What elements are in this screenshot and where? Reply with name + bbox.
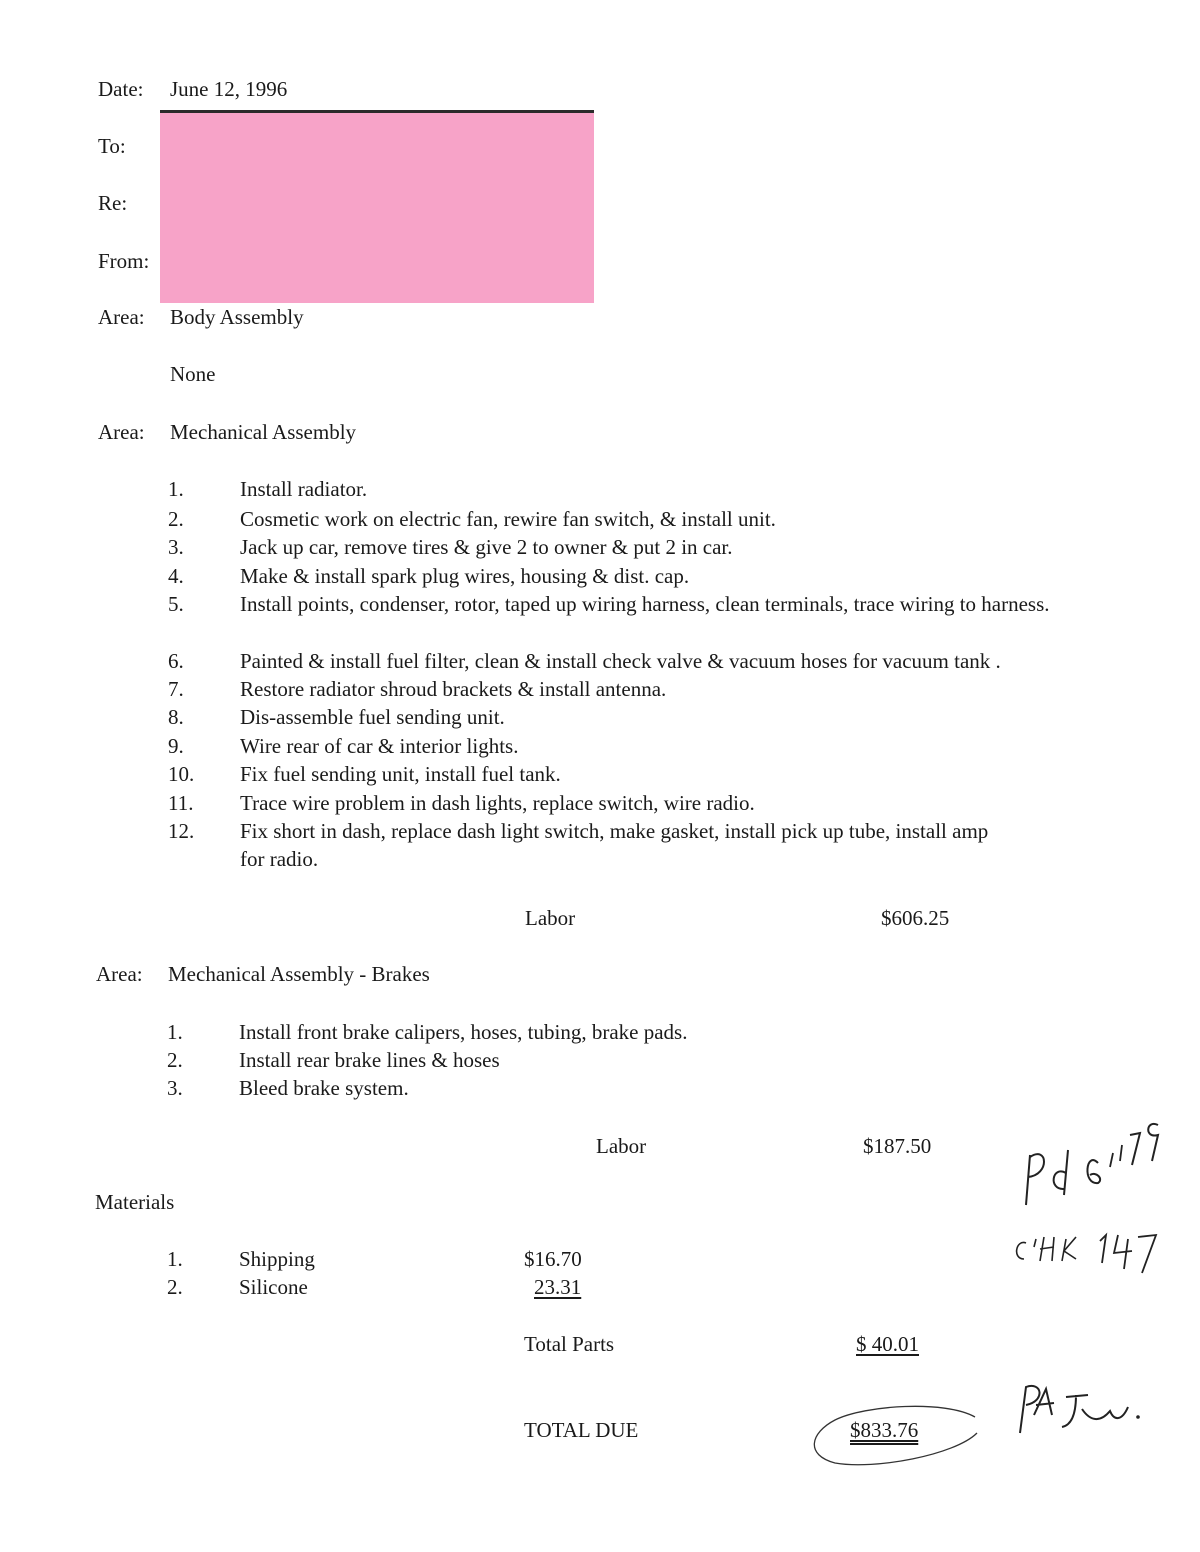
item-text: Install front brake calipers, hoses, tubing, brake pads. bbox=[239, 1020, 688, 1044]
handwritten-initials bbox=[1012, 1375, 1152, 1450]
item-number: 6. bbox=[168, 649, 184, 673]
total-parts-value: $ 40.01 bbox=[856, 1332, 919, 1356]
item-number: 1. bbox=[167, 1020, 183, 1044]
material-number: 1. bbox=[167, 1247, 183, 1271]
area-label: Area: bbox=[98, 305, 145, 329]
to-label: To: bbox=[98, 134, 126, 158]
date-label: Date: bbox=[98, 77, 144, 101]
labor-value: $606.25 bbox=[881, 906, 950, 930]
material-number: 2. bbox=[167, 1275, 183, 1299]
area-title: Body Assembly bbox=[170, 305, 304, 329]
item-number: 3. bbox=[167, 1076, 183, 1100]
material-amount: 23.31 bbox=[534, 1275, 582, 1299]
item-number: 8. bbox=[168, 705, 184, 729]
area-label: Area: bbox=[98, 420, 145, 444]
handwritten-check-note bbox=[1010, 1225, 1160, 1290]
item-number: 10. bbox=[168, 762, 195, 786]
item-number: 12. bbox=[168, 819, 195, 843]
area-title: Mechanical Assembly bbox=[170, 420, 357, 444]
item-number: 4. bbox=[168, 564, 184, 588]
handwritten-paid-note bbox=[1018, 1105, 1168, 1220]
item-text: Make & install spark plug wires, housing & dist. cap. bbox=[240, 564, 690, 588]
item-text: Install rear brake lines & hoses bbox=[239, 1048, 500, 1072]
item-number: 5. bbox=[168, 592, 184, 616]
item-number: 9. bbox=[168, 734, 184, 758]
item-text: Bleed brake system. bbox=[239, 1076, 409, 1100]
total-parts-label: Total Parts bbox=[524, 1332, 615, 1356]
item-text: Install points, condenser, rotor, taped up wiring harness, clean terminals, trace wiring to harness. bbox=[240, 592, 1050, 616]
item-number: 3. bbox=[168, 535, 184, 559]
from-label: From: bbox=[98, 249, 150, 273]
item-text: Jack up car, remove tires & give 2 to owner & put 2 in car. bbox=[240, 535, 733, 559]
area-title: Mechanical Assembly - Brakes bbox=[168, 962, 430, 986]
redaction-block bbox=[160, 110, 594, 303]
labor-label: Labor bbox=[596, 1134, 647, 1158]
item-text: Cosmetic work on electric fan, rewire fan switch, & install unit. bbox=[240, 507, 776, 531]
item-number: 2. bbox=[167, 1048, 183, 1072]
item-text: Fix short in dash, replace dash light switch, make gasket, install pick up tube, install amp for radio. bbox=[240, 819, 989, 871]
re-label: Re: bbox=[98, 191, 128, 215]
total-due-value: $833.76 bbox=[850, 1418, 919, 1442]
labor-label: Labor bbox=[525, 906, 576, 930]
item-text: Wire rear of car & interior lights. bbox=[240, 734, 519, 758]
handwritten-circle bbox=[805, 1395, 985, 1480]
item-text: Install radiator. bbox=[240, 477, 368, 501]
area-note: None bbox=[170, 362, 216, 386]
material-amount: $16.70 bbox=[524, 1247, 582, 1271]
material-name: Shipping bbox=[239, 1247, 315, 1271]
item-number: 7. bbox=[168, 677, 184, 701]
item-text: Trace wire problem in dash lights, replace switch, wire radio. bbox=[240, 791, 755, 815]
total-due-label: TOTAL DUE bbox=[524, 1418, 639, 1442]
item-number: 2. bbox=[168, 507, 184, 531]
item-number: 1. bbox=[168, 477, 184, 501]
area-label: Area: bbox=[96, 962, 143, 986]
item-text: Dis-assemble fuel sending unit. bbox=[240, 705, 505, 729]
date-value: June 12, 1996 bbox=[170, 77, 288, 101]
item-text: Painted & install fuel filter, clean & install check valve & vacuum hoses for vacuum tank . bbox=[240, 649, 1001, 673]
material-name: Silicone bbox=[239, 1275, 308, 1299]
item-text: Fix fuel sending unit, install fuel tank. bbox=[240, 762, 561, 786]
materials-title: Materials bbox=[95, 1190, 175, 1214]
labor-value: $187.50 bbox=[863, 1134, 932, 1158]
item-number: 11. bbox=[168, 791, 194, 815]
item-text: Restore radiator shroud brackets & install antenna. bbox=[240, 677, 667, 701]
